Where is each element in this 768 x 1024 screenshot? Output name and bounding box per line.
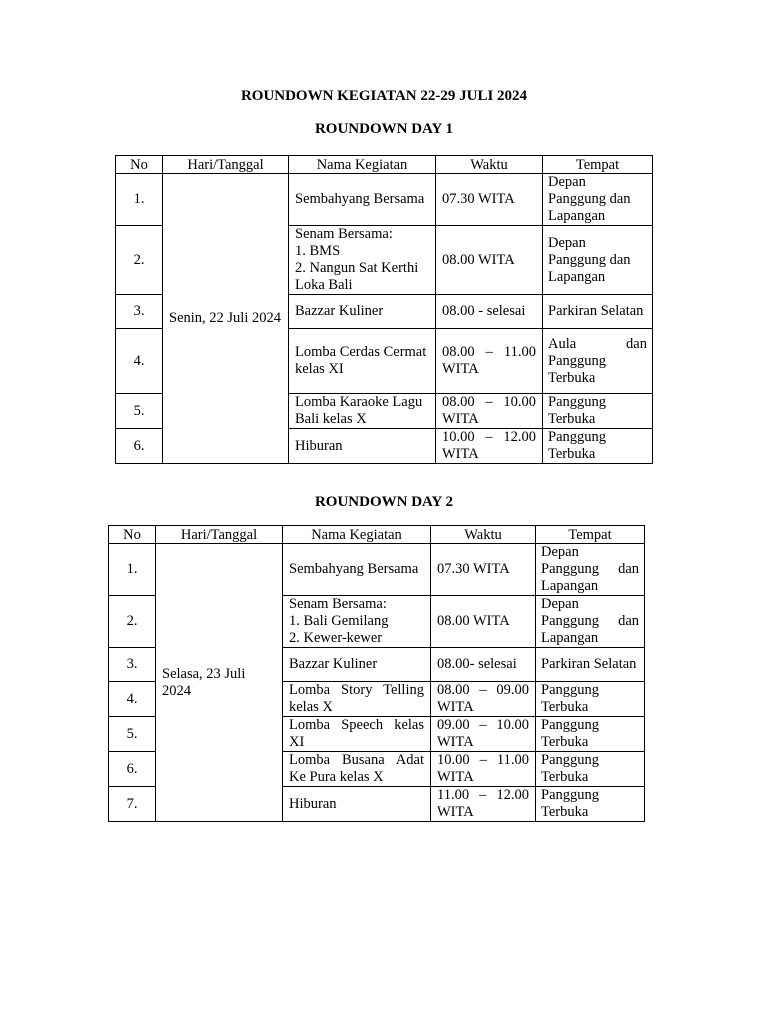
day-1-title: ROUNDOWN DAY 1 (314, 121, 454, 137)
table-header-row (109, 526, 645, 544)
row-number: 3. (109, 648, 156, 682)
activity-place: Depan Panggung dan Lapangan (536, 596, 645, 648)
activity-time: 08.00- selesai (431, 648, 536, 682)
activity-place: Panggung Terbuka (543, 429, 653, 464)
activity-name: Lomba Cerdas Cermat kelas XI (289, 329, 436, 394)
activity-name: Lomba Speech kelas XI (283, 717, 431, 752)
row-number: 2. (116, 226, 163, 295)
table-row (116, 174, 653, 226)
activity-name: Senam Bersama: 1. Bali Gemilang 2. Kewer-kewer (283, 596, 431, 648)
header-tempat: Tempat (536, 526, 645, 544)
row-number: 3. (116, 295, 163, 329)
activity-name: Sembahyang Bersama (289, 174, 436, 226)
header-hari-tanggal: Hari/Tanggal (163, 156, 289, 174)
activity-time: 08.00 – 11.00 WITA (436, 329, 543, 394)
roundown-day-2-table (108, 525, 645, 822)
activity-time: 08.00 WITA (431, 596, 536, 648)
activity-time: 07.30 WITA (436, 174, 543, 226)
day-date: Selasa, 23 Juli 2024 (156, 544, 283, 822)
day-2-title: ROUNDOWN DAY 2 (314, 494, 454, 510)
activity-name: Lomba Story Telling kelas X (283, 682, 431, 717)
row-number: 4. (116, 329, 163, 394)
header-waktu: Waktu (431, 526, 536, 544)
activity-time: 10.00 – 12.00 WITA (436, 429, 543, 464)
activity-time: 09.00 – 10.00 WITA (431, 717, 536, 752)
header-waktu: Waktu (436, 156, 543, 174)
header-no: No (109, 526, 156, 544)
activity-time: 10.00 – 11.00 WITA (431, 752, 536, 787)
table-row (109, 544, 645, 596)
header-nama-kegiatan: Nama Kegiatan (283, 526, 431, 544)
activity-name: Bazzar Kuliner (283, 648, 431, 682)
row-number: 2. (109, 596, 156, 648)
activity-time: 08.00 – 10.00 WITA (436, 394, 543, 429)
row-number: 5. (116, 394, 163, 429)
row-number: 1. (116, 174, 163, 226)
activity-name: Hiburan (283, 787, 431, 822)
header-tempat: Tempat (543, 156, 653, 174)
header-no: No (116, 156, 163, 174)
activity-time: 11.00 – 12.00 WITA (431, 787, 536, 822)
table-header-row (116, 156, 653, 174)
activity-place: Panggung Terbuka (536, 787, 645, 822)
activity-place: Aula dan Panggung Terbuka (543, 329, 653, 394)
activity-place: Panggung Terbuka (543, 394, 653, 429)
activity-name: Bazzar Kuliner (289, 295, 436, 329)
activity-place: Depan Panggung dan Lapangan (543, 174, 653, 226)
activity-place: Depan Panggung dan Lapangan (543, 226, 653, 295)
activity-time: 08.00 WITA (436, 226, 543, 295)
activity-name: Sembahyang Bersama (283, 544, 431, 596)
document-title: ROUNDOWN KEGIATAN 22-29 JULI 2024 (240, 88, 528, 104)
activity-name: Lomba Busana Adat Ke Pura kelas X (283, 752, 431, 787)
activity-time: 08.00 – 09.00 WITA (431, 682, 536, 717)
activity-place: Panggung Terbuka (536, 682, 645, 717)
row-number: 6. (116, 429, 163, 464)
activity-name: Lomba Karaoke Lagu Bali kelas X (289, 394, 436, 429)
roundown-day-1-table (115, 155, 653, 464)
header-hari-tanggal: Hari/Tanggal (156, 526, 283, 544)
day-date: Senin, 22 Juli 2024 (163, 174, 289, 464)
header-nama-kegiatan: Nama Kegiatan (289, 156, 436, 174)
activity-place: Panggung Terbuka (536, 717, 645, 752)
activity-place: Depan Panggung dan Lapangan (536, 544, 645, 596)
row-number: 4. (109, 682, 156, 717)
row-number: 5. (109, 717, 156, 752)
activity-place: Parkiran Selatan (543, 295, 653, 329)
row-number: 7. (109, 787, 156, 822)
activity-place: Parkiran Selatan (536, 648, 645, 682)
activity-time: 07.30 WITA (431, 544, 536, 596)
activity-name: Senam Bersama: 1. BMS 2. Nangun Sat Kerthi Loka Bali (289, 226, 436, 295)
activity-time: 08.00 - selesai (436, 295, 543, 329)
row-number: 1. (109, 544, 156, 596)
activity-place: Panggung Terbuka (536, 752, 645, 787)
row-number: 6. (109, 752, 156, 787)
activity-name: Hiburan (289, 429, 436, 464)
